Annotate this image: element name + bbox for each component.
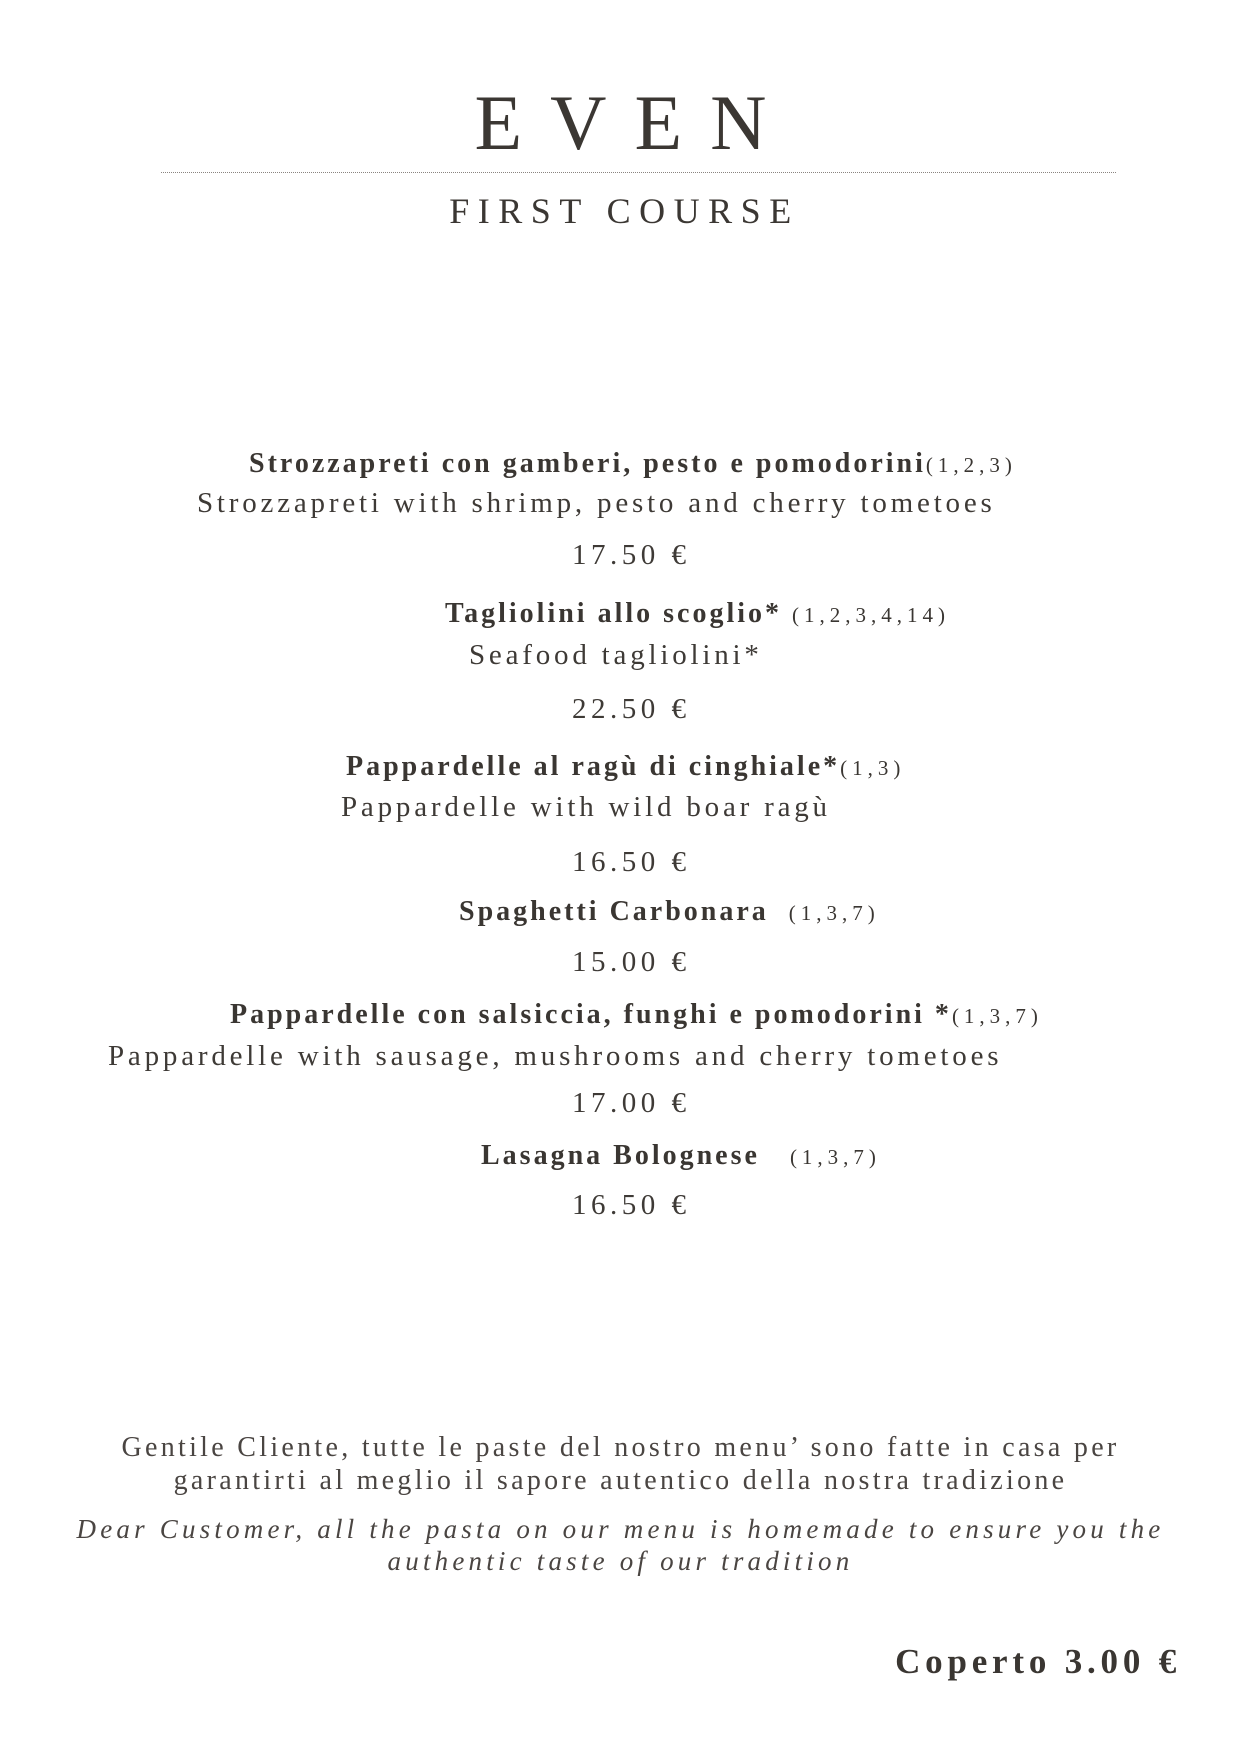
dish-4-name-it xyxy=(459,896,880,928)
dish-3-name-it-text: Pappardelle al ragù di cinghiale* xyxy=(346,751,841,782)
dish-4-allergens: (1,3,7) xyxy=(788,901,880,925)
dish-1-price: 17.50 € xyxy=(572,539,691,571)
dish-2-price: 22.50 € xyxy=(572,693,691,725)
dish-3-price: 16.50 € xyxy=(572,846,691,878)
dish-6-allergens: (1,3,7) xyxy=(789,1145,881,1169)
dish-2-allergens: (1,2,3,4,14) xyxy=(792,603,951,627)
dish-2-name-en: Seafood tagliolini* xyxy=(469,639,763,671)
note-it-line-2: garantirti al meglio il sapore autentico della nostra tradizione xyxy=(173,1465,1068,1496)
dish-5-name-en: Pappardelle with sausage, mushrooms and cherry tometoes xyxy=(108,1040,1003,1072)
dish-5-name-it xyxy=(230,999,1043,1031)
dish-3-name-it xyxy=(346,751,905,783)
dish-1-name-en: Strozzapreti with shrimp, pesto and cherry tometoes xyxy=(197,487,996,519)
dish-4-price: 15.00 € xyxy=(572,946,691,978)
note-it-line-1: Gentile Cliente, tutte le paste del nostro menu’ sono fatte in casa per xyxy=(121,1432,1120,1463)
restaurant-name: EVEN xyxy=(474,79,795,166)
dish-1-name-it-text: Strozzapreti con gamberi, pesto e pomodorini xyxy=(249,448,926,479)
note-en-line-2: authentic taste of our tradition xyxy=(387,1546,854,1576)
dish-6-name-it xyxy=(481,1140,881,1172)
dish-3-name-en: Pappardelle with wild boar ragù xyxy=(341,791,831,823)
dish-6-price: 16.50 € xyxy=(572,1189,691,1221)
dish-5-allergens: (1,3,7) xyxy=(951,1004,1043,1028)
dish-2-name-it xyxy=(445,598,950,630)
cover-charge: Coperto 3.00 € xyxy=(895,1642,1181,1681)
dish-1-allergens: (1,2,3) xyxy=(925,453,1017,477)
note-en-line-1: Dear Customer, all the pasta on our menu is homemade to ensure you the xyxy=(76,1514,1165,1544)
dish-6-name-it-text: Lasagna Bolognese xyxy=(481,1140,760,1171)
dish-2-name-it-text: Tagliolini allo scoglio* xyxy=(445,598,783,629)
dish-1-name-it xyxy=(249,448,1017,480)
dish-5-name-it-text: Pappardelle con salsiccia, funghi e pomodorini * xyxy=(230,999,952,1030)
header-divider xyxy=(161,172,1116,173)
dish-4-name-it-text: Spaghetti Carbonara xyxy=(459,896,769,927)
dish-3-allergens: (1,3) xyxy=(840,756,906,780)
section-title: FIRST COURSE xyxy=(449,191,800,231)
dish-5-price: 17.00 € xyxy=(572,1087,691,1119)
